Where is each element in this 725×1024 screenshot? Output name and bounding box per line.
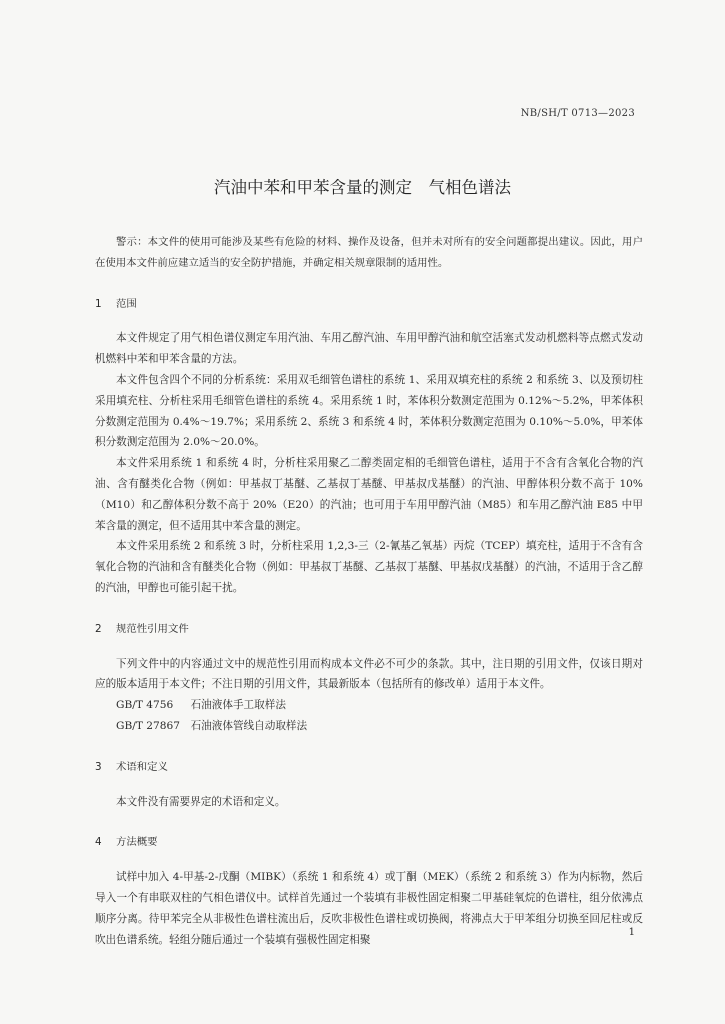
section-4-heading (95, 832, 643, 853)
section-3-heading (95, 757, 643, 778)
section-number: 1 (95, 297, 102, 310)
document-body (95, 232, 643, 950)
page-number: 1 (628, 927, 635, 938)
paragraph: 本文件采用系统 2 和系统 3 时，分析柱采用 1,2,3-三（2-氰基乙氧基）丙烷（TCEP）填充柱，适用于不含有含氧化合物的汽油和含有醚类化合物（例如：甲基叔丁基醚、乙基叔丁基醚、甲基叔戊基醚）的汽油，不适用于含乙醇的汽油，甲醇也可能引起干扰。 (95, 540, 643, 594)
paragraph: 本文件包含四个不同的分析系统：采用双毛细管色谱柱的系统 1、采用双填充柱的系统 2 和系统 3、以及预切柱采用填充柱、分析柱采用毛细管色谱柱的系统 4。采用系统 1 时，苯体积分数测定范围为 0.12%～5.2%，甲苯体积分数测定范围为 0.4%～19.7%；采用系统 2、系统 3 和系统 4 时，苯体积分数测定范围为 0.10%～5.0%，甲苯体积分数测定范围为 2.0%～20.0%。 (95, 373, 643, 449)
reference-code: GB/T 27867 (116, 719, 180, 732)
section-title: 规范性引用文件 (116, 622, 189, 635)
section-number: 3 (95, 760, 102, 773)
warning-paragraph: 警示：本文件的使用可能涉及某些有危险的材料、操作及设备，但并未对所有的安全问题都提出建议。因此，用户在使用本文件前应建立适当的安全防护措施，并确定相关规章限制的适用性。 (95, 236, 643, 269)
section-title: 术语和定义 (116, 760, 168, 773)
paragraph: 下列文件中的内容通过文中的规范性引用而构成本文件必不可少的条款。其中，注日期的引用文件，仅该日期对应的版本适用于本文件；不注日期的引用文件，其最新版本（包括所有的修改单）适用于本文件。 (95, 657, 643, 691)
document-title: 汽油中苯和甲苯含量的测定 气相色谱法 (214, 178, 511, 197)
standard-code: NB/SH/T 0713—2023 (520, 108, 635, 119)
section-1-heading (95, 294, 643, 315)
reference-item (95, 716, 643, 737)
section-2-heading (95, 619, 643, 640)
paragraph: 本文件规定了用气相色谱仪测定车用汽油、车用乙醇汽油、车用甲醇汽油和航空活塞式发动机燃料等点燃式发动机燃料中苯和甲苯含量的方法。 (95, 332, 643, 366)
reference-item (95, 695, 643, 716)
paragraph: 本文件采用系统 1 和系统 4 时，分析柱采用聚乙二醇类固定相的毛细管色谱柱，适用于不含有含氧化合物的汽油、含有醚类化合物（例如：甲基叔丁基醚、乙基叔丁基醚、甲基叔戊基醚）的汽油、甲醇体积分数不高于 10%（M10）和乙醇体积分数不高于 20%（E20）的汽油；也可用于车用甲醇汽油（M85）和车用乙醇汽油 E85 中甲苯含量的测定，但不适用其中苯含量的测定。 (95, 457, 643, 532)
section-title: 范围 (116, 297, 137, 310)
reference-title: 石油液体管线自动取样法 (190, 719, 308, 732)
section-number: 2 (95, 622, 102, 635)
reference-title: 石油液体手工取样法 (190, 699, 286, 712)
section-title: 方法概要 (116, 836, 158, 849)
section-number: 4 (95, 836, 102, 849)
paragraph: 本文件没有需要界定的术语和定义。 (116, 795, 286, 808)
reference-code: GB/T 4756 (116, 699, 174, 712)
paragraph: 试样中加入 4-甲基-2-戊酮（MIBK）（系统 1 和系统 4）或丁酮（MEK）（系统 2 和系统 3）作为内标物，然后导入一个有串联双柱的气相色谱仪中。试样首先通过一个装填有非极性固定相聚二甲基硅氧烷的色谱柱，组分依沸点顺序分离。待甲苯完全从非极性色谱柱流出后，反吹非极性色谱柱或切换阀，将沸点大于甲苯组分切换至回尼柱或反吹出色谱系统。轻组分随后通过一个装填有强极性固定相聚 (95, 871, 643, 946)
